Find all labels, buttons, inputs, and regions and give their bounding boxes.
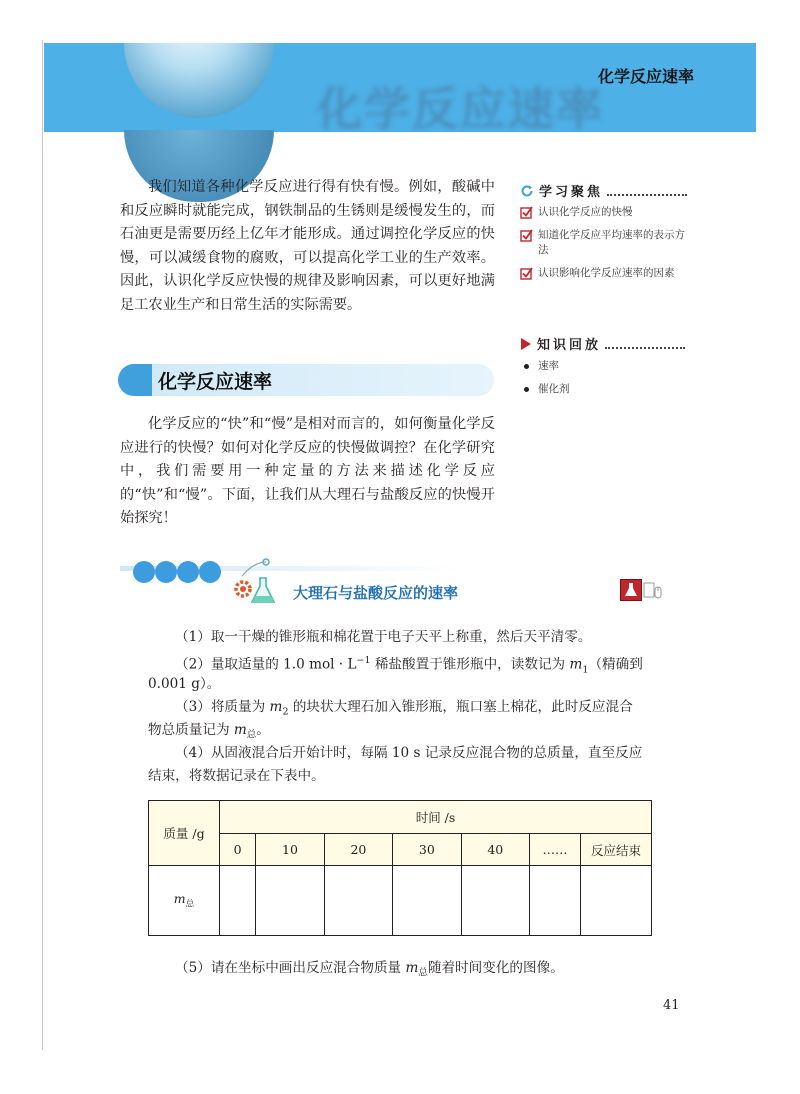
table-row-header: 质量 /g bbox=[149, 801, 220, 866]
study-focus-item: 认识影响化学反应速率的因素 bbox=[520, 266, 685, 281]
chapter-big-title: 化学反应速率 bbox=[316, 82, 604, 132]
bullet-icon bbox=[524, 364, 529, 369]
table-time-column: 0 bbox=[220, 834, 256, 866]
table-time-column: 40 bbox=[461, 834, 529, 866]
table-cell-empty[interactable] bbox=[581, 866, 652, 936]
refresh-icon bbox=[520, 184, 534, 198]
data-record-table bbox=[148, 800, 652, 936]
experiment-type-icon bbox=[620, 579, 642, 601]
experiment-title: 大理石与盐酸反应的速率 bbox=[293, 584, 459, 602]
dotted-rule bbox=[605, 339, 685, 349]
computer-mouse-icon bbox=[643, 581, 663, 601]
play-triangle-icon bbox=[520, 337, 532, 351]
section-heading-cap bbox=[118, 364, 152, 396]
lab-flask-gear-icon bbox=[230, 556, 286, 608]
study-focus-label: 学习聚焦 bbox=[539, 185, 604, 200]
table-cell-empty[interactable] bbox=[220, 866, 256, 936]
table-cell-empty[interactable] bbox=[256, 866, 324, 936]
table-row bbox=[149, 866, 652, 936]
table-time-header: 时间 /s bbox=[220, 801, 652, 834]
table-time-column: 30 bbox=[393, 834, 461, 866]
knowledge-review-label: 知识回放 bbox=[537, 338, 602, 353]
chapter-running-title: 化学反应速率 bbox=[597, 67, 694, 86]
page-binding-line bbox=[42, 40, 43, 1050]
experiment-dot bbox=[133, 561, 155, 583]
experiment-dot bbox=[155, 561, 177, 583]
experiment-step-1: （1）取一干燥的锥形瓶和棉花置于电子天平上称重，然后天平清零。 bbox=[175, 629, 592, 645]
experiment-step-5: （5）请在坐标中画出反应混合物质量 $m_总$随着时间变化的图像。 bbox=[175, 960, 564, 979]
table-row-label: $m_总$ bbox=[149, 866, 220, 936]
experiment-step-3: （3）将质量为 $m_2$ 的块状大理石加入锥形瓶，瓶口塞上棉花，此时反应混合 bbox=[175, 699, 633, 718]
study-focus-list bbox=[520, 205, 685, 289]
knowledge-review-item: 速率 bbox=[520, 359, 685, 374]
section-paragraph: 化学反应的“快”和“慢”是相对而言的，如何衡量化学反应进行的快慢？如何对化学反应的快慢做调控？在化学研究中，我们需要用一种定量的方法来描述化学反应的“快”和“慢”。下面，让我们从大理石与盐酸反应的快慢开始探究！ bbox=[120, 416, 495, 527]
experiment-step-4: （4）从固液混合后开始计时，每隔 10 s 记录反应混合物的总质量，直至反应 bbox=[175, 745, 643, 761]
intro-paragraph: 我们知道各种化学反应进行得有快有慢。例如，酸碱中和反应瞬时就能完成，钢铁制品的生锈则是缓慢发生的，而石油更是需要历经上亿年才能形成。通过调控化学反应的快慢，可以减缓食物的腐败，可以提高化学工业的生产效率。因此，认识化学反应快慢的规律及影响因素，可以更好地满足工农业生产和日常生活的实际需要。 bbox=[120, 179, 495, 313]
chapter-banner bbox=[44, 43, 756, 132]
study-focus-item: 知道化学反应平均速率的表示方法 bbox=[520, 228, 685, 258]
bullet-icon bbox=[524, 387, 529, 392]
experiment-step-4-cont: 结束，将数据记录在下表中。 bbox=[148, 768, 325, 784]
knowledge-review-item: 催化剂 bbox=[520, 382, 685, 397]
experiment-step-2: （2）量取适量的 1.0 mol · $L^{-1}$ 稀盐酸置于锥形瓶中，读数记为 $m_1$（精确到 bbox=[175, 655, 643, 676]
table-cell-empty[interactable] bbox=[393, 866, 461, 936]
study-focus-heading bbox=[520, 181, 687, 200]
section-title: 化学反应速率 bbox=[158, 371, 273, 393]
checkbox-checked-icon bbox=[520, 229, 533, 242]
checkbox-checked-icon bbox=[520, 206, 533, 219]
table-cell-empty[interactable] bbox=[324, 866, 392, 936]
checkbox-checked-icon bbox=[520, 267, 533, 280]
experiment-dot bbox=[199, 561, 221, 583]
table-cell-empty[interactable] bbox=[461, 866, 529, 936]
table-time-column: 10 bbox=[256, 834, 324, 866]
dotted-rule bbox=[607, 186, 687, 196]
table-time-column: …… bbox=[530, 834, 581, 866]
knowledge-review-list bbox=[520, 359, 685, 405]
table-time-column: 反应结束 bbox=[581, 834, 652, 866]
table-cell-empty[interactable] bbox=[530, 866, 581, 936]
experiment-step-2-cont: 0.001 g）。 bbox=[148, 676, 221, 692]
experiment-step-3-cont: 物总质量记为 $m_总$。 bbox=[148, 722, 270, 741]
section-heading-bar bbox=[118, 364, 494, 396]
knowledge-review-heading bbox=[520, 334, 685, 353]
page-number: 41 bbox=[663, 998, 680, 1013]
decorative-sphere bbox=[124, 43, 274, 118]
experiment-dot bbox=[177, 561, 199, 583]
study-focus-item: 认识化学反应的快慢 bbox=[520, 205, 685, 220]
table-time-column: 20 bbox=[324, 834, 392, 866]
